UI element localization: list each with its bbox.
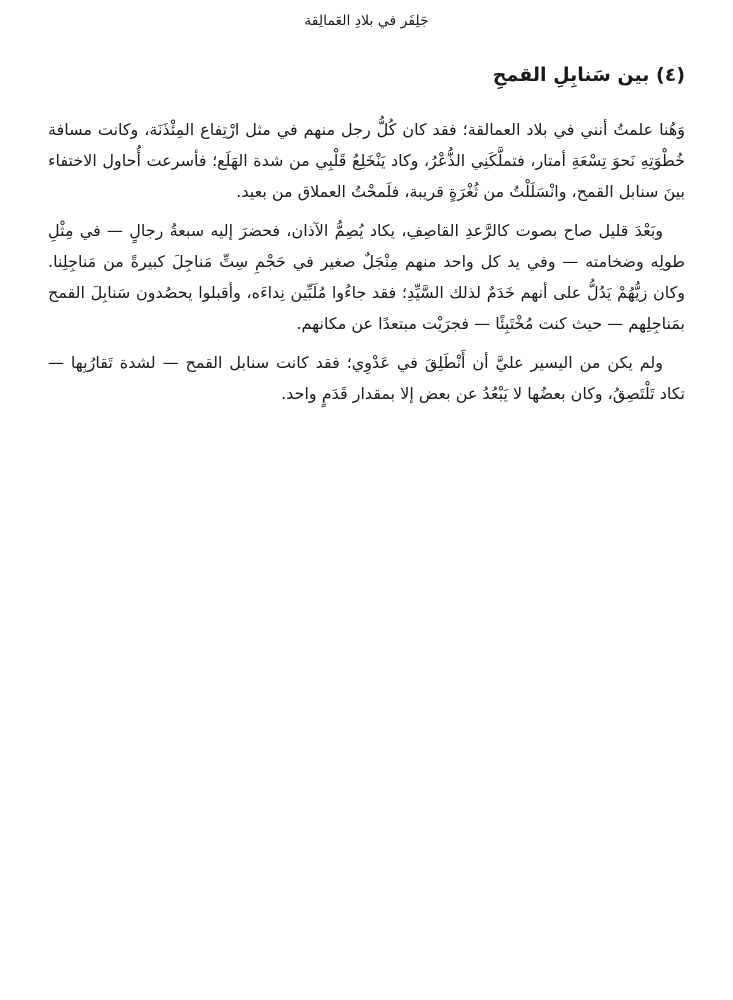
chapter-title: (٤) بين سَنابِلِ القمحِ: [492, 64, 685, 86]
paragraph-2: وبَعْدَ قليل صاح بصوت كالرَّعدِ القاصِفِ، يكاد يُصِمُّ الآذان، فحضرَ إليه سبعةُ رجالٍ — في مِثْلِ طولِه وضخامته — وفي يد كل واحد منهم مِنْجَلٌ صغير في حَجْمِ سِتِّ مَناجِلَ كبيرةً من مَناجِلِنا. وكان زيُّهُمْ يَدُلُّ على أنهم خَدَمٌ لذلك السَّيِّدِ؛ فقد جاءُوا مُلَبِّين نِداءَه، وأقبلوا يحصُدون سَنابِلَ القمح بمَناجِلِهم — حيث كنت مُخْتَبِئًا — فجرَيْت مبتعدًا عن مكانهم.: [48, 221, 685, 333]
body-text: [48, 114, 685, 417]
paragraph-3: ولم يكن من اليسير عليَّ أن أَنْطَلِقَ في عَدْوِي؛ فقد كانت سنابل القمح — لشدة تَقارُبِها — تكاد تَلْتَصِقُ، وكان بعضُها لا يَبْعُدُ عن بعض إلا بمقدار قَدَمٍ واحد.: [48, 353, 685, 403]
paragraph-1: وَهُنا علمتُ أنني في بلاد العمالقة؛ فقد كان كُلُّ رجل منهم في مثل ارْتِفاع المِئْذَنَة، وكانت مسافة خُطْوَتِهِ نَحوَ تِسْعَةِ أمتار، فتملَّكَنِي الذُّعْرُ، وكاد يَنْخَلِعُ قَلْبِي من شدة الهَلَع؛ فأسرعت أُحاول الاختفاء بينَ سنابل القمح، وانْسَلَلْتُ من ثُغْرَةٍ قريبة، فلَمحْتُ العملاق من بعيد.: [48, 120, 685, 201]
running-head: جَلِفَر في بلادِ العَمالِقة: [304, 13, 429, 29]
